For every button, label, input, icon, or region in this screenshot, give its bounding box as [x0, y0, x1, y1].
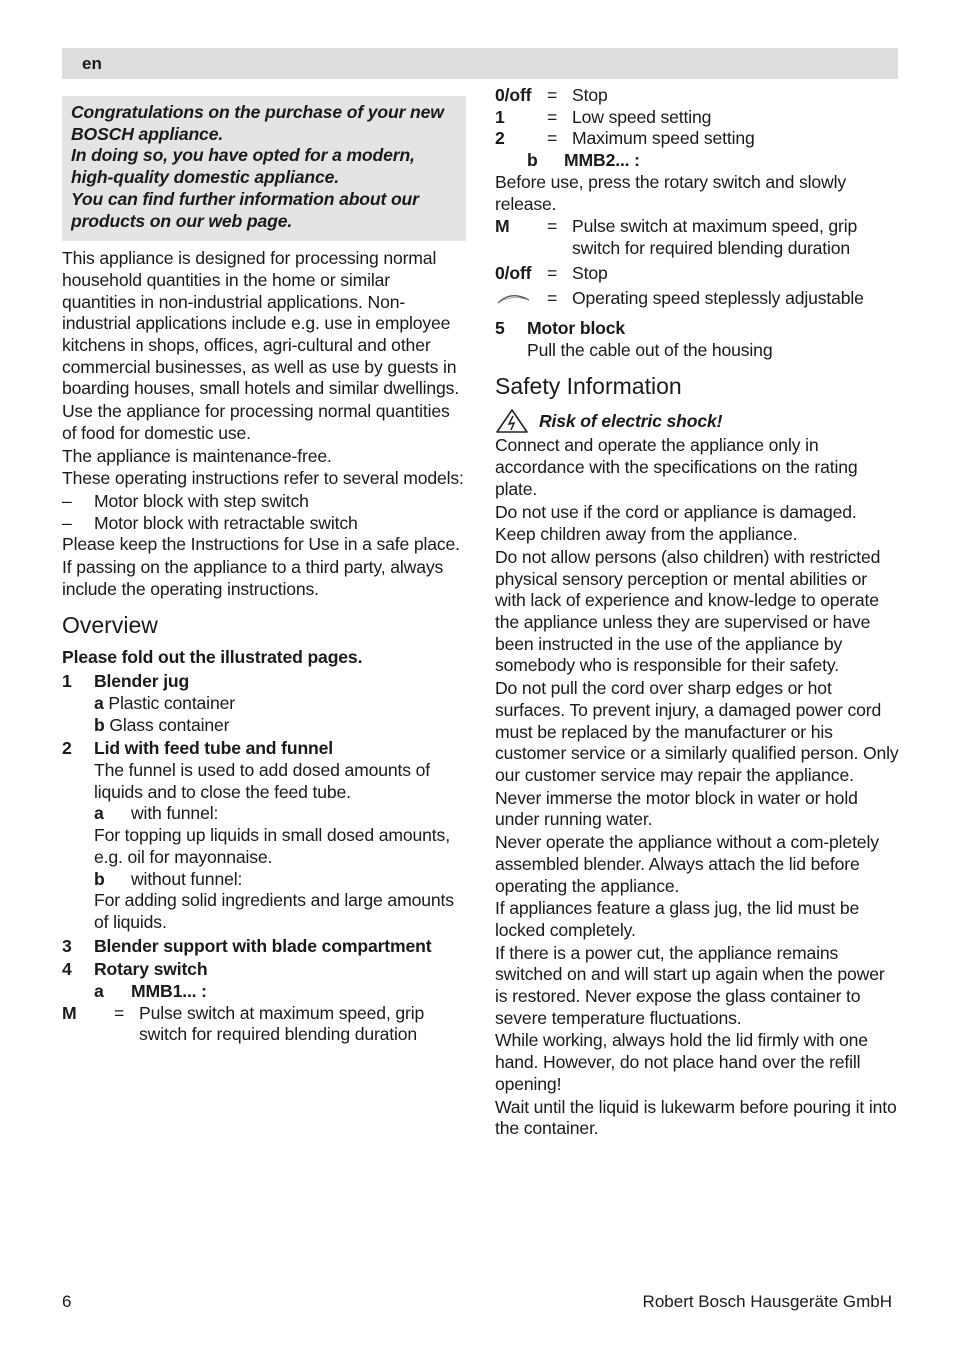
- paragraph: If passing on the appliance to a third party, always include the operating instructions.: [62, 557, 444, 599]
- intro-box: [62, 96, 466, 241]
- paragraph: Do not use if the cord or appliance is damaged.: [495, 501, 857, 522]
- paragraph: Connect and operate the appliance only in accordance with the specifications on the rating plate.: [495, 435, 858, 499]
- item-number: 1: [62, 671, 72, 692]
- fold-instruction: Please fold out the illustrated pages.: [62, 647, 363, 668]
- setting-value: Pulse switch at maximum speed, grip switch for required blending duration: [572, 216, 858, 258]
- right-column: [495, 85, 899, 1141]
- overview-item: [62, 738, 466, 760]
- model-text: Motor block with step switch: [94, 490, 309, 511]
- setting-value: Operating speed steplessly adjustable: [572, 288, 864, 309]
- company-name: Robert Bosch Hausgeräte GmbH: [642, 1292, 892, 1311]
- paragraph: Wait until the liquid is lukewarm before pouring it into the container.: [495, 1096, 897, 1139]
- equals-sign: =: [547, 262, 558, 283]
- switch-setting: [495, 216, 899, 259]
- paragraph: Use the appliance for processing normal quantities of food for domestic use.: [62, 401, 450, 443]
- overview-item: [495, 318, 899, 340]
- item-number: 3: [62, 935, 72, 956]
- safety-heading: Safety Information: [495, 373, 682, 400]
- equals-sign: =: [547, 216, 558, 237]
- setting-key: M: [495, 216, 510, 237]
- item-title: Blender support with blade compartment: [94, 935, 432, 956]
- paragraph: Do not pull the cord over sharp edges or hot surfaces. To prevent injury, a damaged power cord must be replaced by the manufacturer or his customer service or a similarly qualified person. Only our customer service may repair the appliance.: [495, 678, 899, 785]
- setting-key: M: [62, 1002, 77, 1023]
- sub-letter: b: [94, 714, 105, 735]
- warning-triangle-icon: [495, 408, 529, 434]
- paragraph: If appliances feature a glass jug, the lid must be locked completely.: [495, 898, 860, 940]
- equals-sign: =: [114, 1002, 125, 1023]
- sub-letter: a: [94, 803, 104, 824]
- sub-item: [62, 693, 466, 715]
- sub-item: [495, 150, 899, 172]
- sub-text: MMB1... :: [131, 981, 207, 1002]
- setting-value: Stop: [572, 85, 608, 105]
- overview-item: [62, 671, 466, 693]
- switch-setting: [495, 288, 899, 314]
- paragraph: Please keep the Instructions for Use in a safe place.: [62, 534, 460, 555]
- speed-dial-icon: [495, 288, 547, 314]
- switch-setting: [62, 1003, 466, 1046]
- list-item: [62, 491, 466, 513]
- setting-value: Low speed setting: [572, 106, 712, 127]
- switch-setting: [495, 263, 899, 285]
- setting-key: 0/off: [495, 262, 532, 283]
- equals-sign: =: [547, 288, 558, 309]
- language-code: en: [82, 54, 102, 73]
- equals-sign: =: [547, 106, 558, 127]
- sub-letter: a: [94, 981, 104, 1002]
- sub-text: Plastic container: [108, 692, 235, 713]
- intro-line: You can find further information about our products on our web page.: [71, 188, 419, 231]
- paragraph: Keep children away from the appliance.: [495, 524, 798, 545]
- paragraph: These operating instructions refer to several models:: [62, 468, 464, 489]
- sub-item: [62, 869, 466, 891]
- language-bar: [62, 48, 898, 79]
- paragraph: The appliance is maintenance-free.: [62, 445, 332, 466]
- intro-line: Congratulations on the purchase of your new BOSCH appliance.: [71, 102, 444, 144]
- item-title: Motor block: [527, 318, 626, 339]
- dash-bullet: –: [62, 490, 72, 511]
- item-title: Blender jug: [94, 671, 190, 692]
- sub-text: Glass container: [109, 714, 230, 735]
- sub-text: MMB2... :: [564, 150, 640, 171]
- paragraph: This appliance is designed for processing normal household quantities in the home or similar quantities in non-industrial applications. Non-industrial applications include e.g. use in employee kitchens in shops, offices, agri-cultural and other commercial businesses, as well as use by guests in boarding houses, small hotels and similar dwellings.: [62, 248, 460, 399]
- switch-setting: [495, 107, 899, 129]
- paragraph: Before use, press the rotary switch and slowly release.: [495, 171, 846, 214]
- list-item: [62, 513, 466, 535]
- item-number: 4: [62, 959, 72, 980]
- dash-bullet: –: [62, 512, 72, 533]
- paragraph: Never immerse the motor block in water or hold under running water.: [495, 787, 858, 830]
- sub-letter: b: [94, 868, 105, 889]
- paragraph: Do not allow persons (also children) with restricted physical sensory perception or mental abilities or with lack of experience and know-ledge to operate the appliance unless they are supervised or have been instructed in the use of the appliance by somebody who is responsible for their safety.: [495, 546, 881, 676]
- sub-text: with funnel:: [131, 803, 219, 824]
- sub-description: For topping up liquids in small dosed amounts, e.g. oil for mayonnaise.: [94, 825, 450, 867]
- sub-item: [62, 803, 466, 825]
- item-description: Pull the cable out of the housing: [527, 339, 773, 360]
- warning-text: Risk of electric shock!: [539, 410, 723, 431]
- setting-value: Stop: [572, 262, 608, 283]
- item-title: Rotary switch: [94, 959, 208, 980]
- setting-key: 2: [495, 128, 505, 149]
- setting-key: 1: [495, 106, 505, 127]
- paragraph: If there is a power cut, the appliance remains switched on and will start up again when the power is restored. Never expose the glass container to severe temperature fluctuations.: [495, 942, 885, 1028]
- overview-item: [62, 936, 466, 958]
- sub-letter: b: [527, 150, 538, 171]
- sub-letter: a: [94, 692, 104, 713]
- left-column: [62, 96, 466, 1046]
- overview-heading: Overview: [62, 612, 158, 639]
- sub-item: [62, 715, 466, 737]
- equals-sign: =: [547, 128, 558, 149]
- item-description: The funnel is used to add dosed amounts of liquids and to close the feed tube.: [94, 759, 431, 802]
- item-number: 2: [62, 738, 72, 759]
- overview-item: [62, 959, 466, 981]
- sub-description: For adding solid ingredients and large amounts of liquids.: [94, 890, 454, 932]
- setting-value: Maximum speed setting: [572, 128, 755, 149]
- paragraph: While working, always hold the lid firmly with one hand. However, do not place hand over the refill opening!: [495, 1030, 868, 1094]
- equals-sign: =: [547, 85, 558, 105]
- warning-line: [495, 408, 899, 434]
- item-title: Lid with feed tube and funnel: [94, 738, 334, 759]
- page-number: 6: [62, 1292, 72, 1311]
- paragraph: Never operate the appliance without a com-pletely assembled blender. Always attach the lid before operating the appliance.: [495, 832, 879, 896]
- intro-line: In doing so, you have opted for a modern, high-quality domestic appliance.: [71, 145, 415, 188]
- switch-setting: [495, 85, 899, 107]
- sub-text: without funnel:: [131, 868, 243, 889]
- switch-setting: [495, 128, 899, 150]
- setting-key: 0/off: [495, 85, 532, 105]
- sub-item: [62, 981, 466, 1003]
- model-text: Motor block with retractable switch: [94, 512, 358, 533]
- item-number: 5: [495, 318, 505, 339]
- setting-value: Pulse switch at maximum speed, grip switch for required blending duration: [139, 1002, 425, 1045]
